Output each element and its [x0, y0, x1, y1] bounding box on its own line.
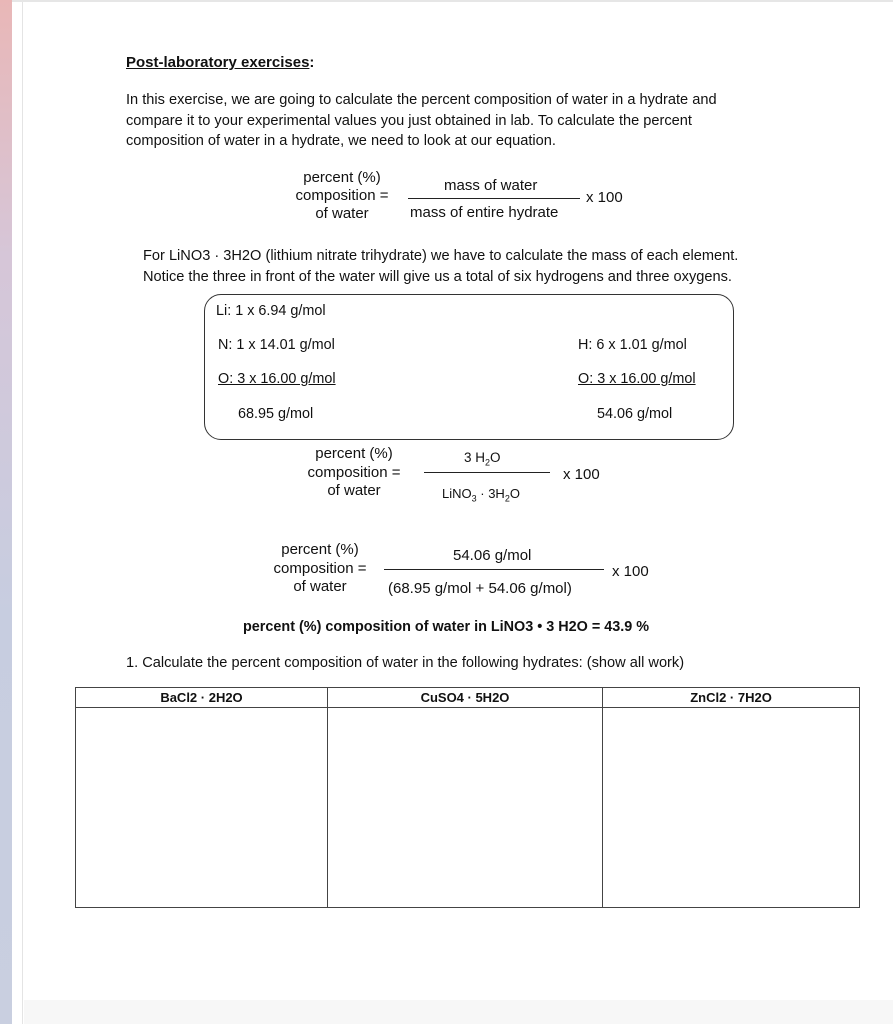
question-1: 1. Calculate the percent composition of water in the following hydrates: (show all work)	[126, 655, 685, 671]
equation3-lhs-line3: of water	[293, 578, 347, 595]
equation1-fraction-bar	[408, 198, 580, 199]
total-mass-right: 54.06 g/mol	[597, 406, 673, 422]
work-cell-bacl2[interactable]	[76, 708, 328, 908]
equation2-numerator-end: O	[490, 450, 501, 465]
equation3-fraction-bar	[384, 569, 604, 570]
equation2-denominator	[442, 486, 520, 504]
equation2-lhs	[306, 445, 402, 501]
equation1-multiplier: x 100	[586, 189, 623, 206]
equation1-lhs	[292, 169, 392, 223]
oxygen-mass-left: O: 3 x 16.00 g/mol	[218, 371, 336, 387]
equation3-lhs	[264, 541, 376, 597]
work-cell-cuso4[interactable]	[328, 708, 603, 908]
equation2-lhs-line1: percent (%)	[315, 445, 393, 462]
equation2-fraction-bar	[424, 472, 550, 473]
equation3-multiplier: x 100	[612, 563, 649, 580]
intro-paragraph: In this exercise, we are going to calculate the percent composition of water in a hydrate and compare it to your experimental values you just obtained in lab. To calculate the percent composition of water in a hydrate, we need to look at our equation.	[126, 92, 717, 149]
work-cell-zncl2[interactable]	[603, 708, 860, 908]
equation2-den-a: LiNO	[442, 486, 472, 501]
equation1-denominator: mass of entire hydrate	[410, 204, 559, 221]
page-title	[126, 54, 314, 71]
equation2-den-b-end: O	[509, 486, 520, 501]
work-table-header-row	[76, 688, 860, 708]
title-colon: :	[309, 54, 315, 71]
equation2-den-b: 3H	[488, 486, 505, 501]
page-edge	[22, 2, 23, 1024]
header-bacl2: BaCl2 · 2H2O	[76, 688, 328, 708]
window-left-edge	[0, 0, 12, 1024]
equation2-numerator	[464, 450, 501, 468]
equation2-den-a-sub: 3	[471, 493, 477, 504]
equation3-lhs-line1: percent (%)	[281, 541, 359, 558]
total-mass-left: 68.95 g/mol	[238, 406, 314, 422]
equation3-numerator: 54.06 g/mol	[453, 547, 532, 564]
equation1-lhs-line1: percent (%)	[303, 169, 381, 186]
header-cuso4: CuSO4 · 5H2O	[328, 688, 603, 708]
equation2-lhs-line2: composition =	[307, 463, 401, 481]
explanation-paragraph	[143, 246, 738, 288]
equation3-lhs-line2: composition =	[273, 559, 367, 577]
equation2-den-dot: ·	[476, 486, 489, 501]
nitrogen-mass: N: 1 x 14.01 g/mol	[218, 337, 335, 353]
equation2-den-b-sub: 2	[504, 493, 510, 504]
equation3-denominator: (68.95 g/mol + 54.06 g/mol)	[388, 580, 572, 597]
equation2-numerator-sub: 2	[485, 457, 491, 468]
equation1-numerator: mass of water	[444, 177, 538, 194]
equation2-multiplier: x 100	[563, 466, 600, 483]
work-table-answer-row	[76, 708, 860, 908]
explanation-line2: Notice the three in front of the water will give us a total of six hydrogens and three oxygens.	[143, 269, 732, 285]
equation1-lhs-line2: composition =	[295, 187, 389, 204]
result-statement: percent (%) composition of water in LiNO3 • 3 H2O = 43.9 %	[243, 619, 650, 635]
equation2-numerator-main: 3 H	[464, 450, 486, 465]
page-bottom-gutter	[24, 1000, 893, 1024]
explanation-line1: For LiNO3 · 3H2O (lithium nitrate trihydrate) we have to calculate the mass of each element.	[143, 248, 739, 264]
title-text: Post-laboratory exercises	[126, 54, 310, 71]
work-table	[75, 687, 860, 908]
lithium-mass: Li: 1 x 6.94 g/mol	[216, 303, 326, 319]
header-zncl2: ZnCl2 · 7H2O	[603, 688, 860, 708]
equation1-lhs-line3: of water	[315, 205, 369, 222]
top-border	[12, 0, 893, 2]
hydrogen-mass: H: 6 x 1.01 g/mol	[578, 337, 687, 353]
oxygen-mass-right: O: 3 x 16.00 g/mol	[578, 371, 696, 387]
equation2-lhs-line3: of water	[327, 482, 381, 499]
